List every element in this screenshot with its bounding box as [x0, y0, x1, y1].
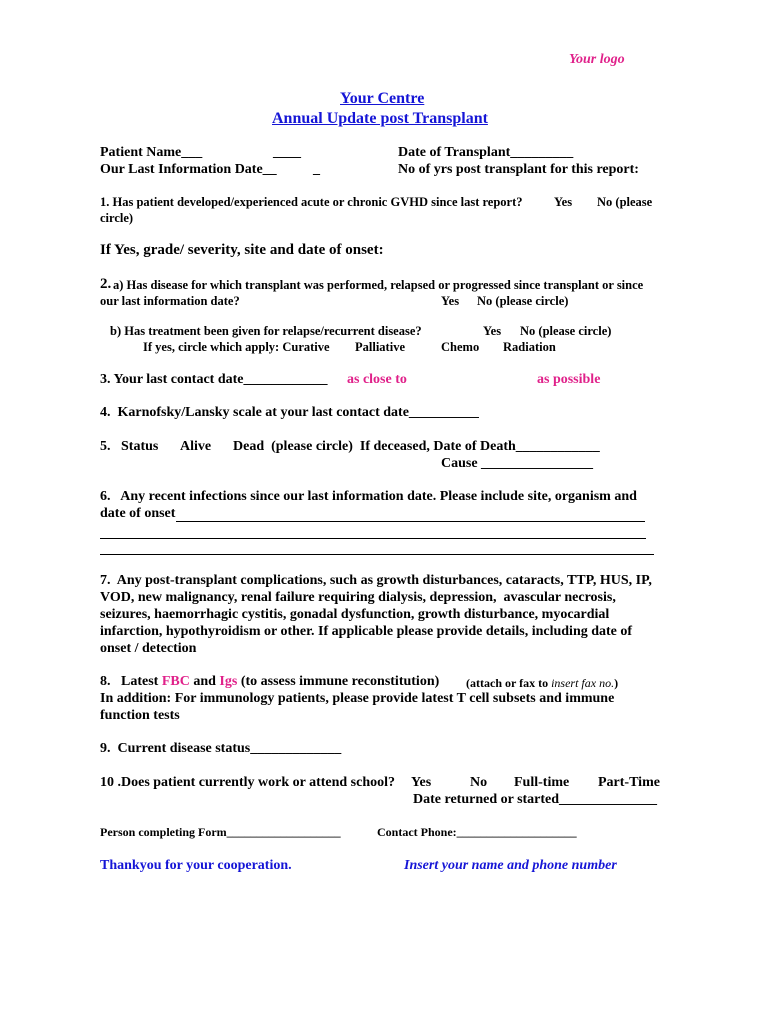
- q8-igs: Igs: [219, 674, 238, 689]
- q5-dead-option[interactable]: Dead (please circle) If deceased, Date of Death____________: [233, 439, 600, 454]
- contact-phone[interactable]: Contact Phone:____________________: [377, 825, 577, 839]
- q6-answer-line-2[interactable]: [100, 538, 646, 539]
- q4-karnofsky-lansky[interactable]: 4. Karnofsky/Lansky scale at your last contact date__________: [100, 405, 479, 420]
- thank-you-note: Thankyou for your cooperation.: [100, 858, 292, 873]
- last-info-date-blank[interactable]: _: [313, 162, 320, 177]
- patient-name-blank[interactable]: ____: [273, 145, 301, 160]
- q3-last-contact-date[interactable]: 3. Your last contact date____________: [100, 372, 328, 387]
- q6-line1: 6. Any recent infections since our last information date. Please include site, organism and: [100, 489, 637, 504]
- q2b-no-option[interactable]: No (please circle): [520, 324, 612, 338]
- q5-alive-option[interactable]: Alive: [180, 439, 212, 454]
- q3-hint-part2: as possible: [537, 372, 601, 387]
- person-completing-form[interactable]: Person completing Form___________________: [100, 825, 341, 839]
- q2a-no-option[interactable]: No (please circle): [477, 294, 569, 308]
- q8-attach-note: [466, 677, 618, 689]
- q10-no-option[interactable]: No: [470, 775, 488, 790]
- q2b-line: b) Has treatment been given for relapse/recurrent disease?: [110, 324, 422, 338]
- q6-answer-line-3[interactable]: [100, 554, 654, 555]
- q6-line2: date of onset: [100, 506, 176, 521]
- q8-fbc: FBC: [161, 674, 190, 689]
- q2b-chemo-option[interactable]: Chemo: [441, 340, 480, 354]
- q8-suffix: (to assess immune reconstitution): [237, 674, 440, 689]
- form-title: Annual Update post Transplant: [272, 110, 488, 127]
- q8-line1: [100, 675, 439, 689]
- q8-and: and: [189, 674, 220, 689]
- q2b-yes-option[interactable]: Yes: [483, 324, 502, 338]
- last-info-date-label: Our Last Information Date__: [100, 162, 277, 177]
- q2b-curative-option[interactable]: If yes, circle which apply: Curative: [143, 340, 330, 354]
- insert-name-phone-hint: Insert your name and phone number: [404, 858, 617, 873]
- q7-line-2: VOD, new malignancy, renal failure requiring dialysis, depression, avascular necrosis,: [100, 590, 616, 605]
- q1-followup: If Yes, grade/ severity, site and date of onset:: [100, 242, 384, 258]
- q6-answer-line-1[interactable]: [176, 521, 645, 522]
- q7-line-3: seizures, haemorrhagic cystitis, gonadal dysfunction, growth disturbance, myocardial: [100, 607, 610, 622]
- q1-continuation: circle): [100, 211, 134, 225]
- q7-line-4: infarction, hypothyroidism or other. If applicable please provide details, including date of: [100, 624, 633, 639]
- q7-line-1: 7. Any post-transplant complications, such as growth disturbances, cataracts, TTP, HUS, IP,: [100, 573, 652, 588]
- q10-fulltime-option[interactable]: Full-time: [514, 775, 570, 790]
- q5-status-label: 5. Status: [100, 439, 159, 454]
- q8-fax-hint: insert fax no.: [551, 676, 615, 690]
- logo-placeholder: Your logo: [569, 52, 625, 67]
- q2a-line1: a) Has disease for which transplant was performed, relapsed or progressed since transplant or since: [113, 278, 644, 292]
- q2a-yes-option[interactable]: Yes: [441, 294, 460, 308]
- q8-line3: function tests: [100, 708, 180, 723]
- q1-no-option[interactable]: No (please: [597, 195, 653, 209]
- patient-name-label: Patient Name___: [100, 145, 203, 160]
- q10-date-returned[interactable]: Date returned or started______________: [413, 792, 658, 807]
- q10-yes-option[interactable]: Yes: [411, 775, 432, 790]
- q2b-palliative-option[interactable]: Palliative: [355, 340, 405, 354]
- q3-hint-part1: as close to: [347, 372, 407, 387]
- q8-line2: In addition: For immunology patients, please provide latest T cell subsets and immune: [100, 691, 615, 706]
- q1-yes-option[interactable]: Yes: [554, 195, 573, 209]
- q8-prefix: 8. Latest: [100, 674, 162, 689]
- transplant-date-label: Date of Transplant_________: [398, 145, 574, 160]
- q9-current-disease-status[interactable]: 9. Current disease status_____________: [100, 741, 342, 756]
- q10-text: 10 .Does patient currently work or attend school?: [100, 775, 396, 790]
- centre-title: Your Centre: [340, 90, 425, 107]
- q10-parttime-option[interactable]: Part-Time: [598, 775, 660, 790]
- years-post-transplant-label: No of yrs post transplant for this report:: [398, 162, 639, 177]
- q2b-radiation-option[interactable]: Radiation: [503, 340, 556, 354]
- q2-number: 2.: [100, 276, 112, 292]
- q8-attach: (attach or fax to: [466, 676, 552, 690]
- q7-line-5: onset / detection: [100, 641, 197, 656]
- q8-close: ): [614, 676, 619, 690]
- q1-text: 1. Has patient developed/experienced acute or chronic GVHD since last report?: [100, 195, 523, 209]
- q5-cause[interactable]: Cause ________________: [441, 456, 594, 471]
- q2a-line2: our last information date?: [100, 294, 240, 308]
